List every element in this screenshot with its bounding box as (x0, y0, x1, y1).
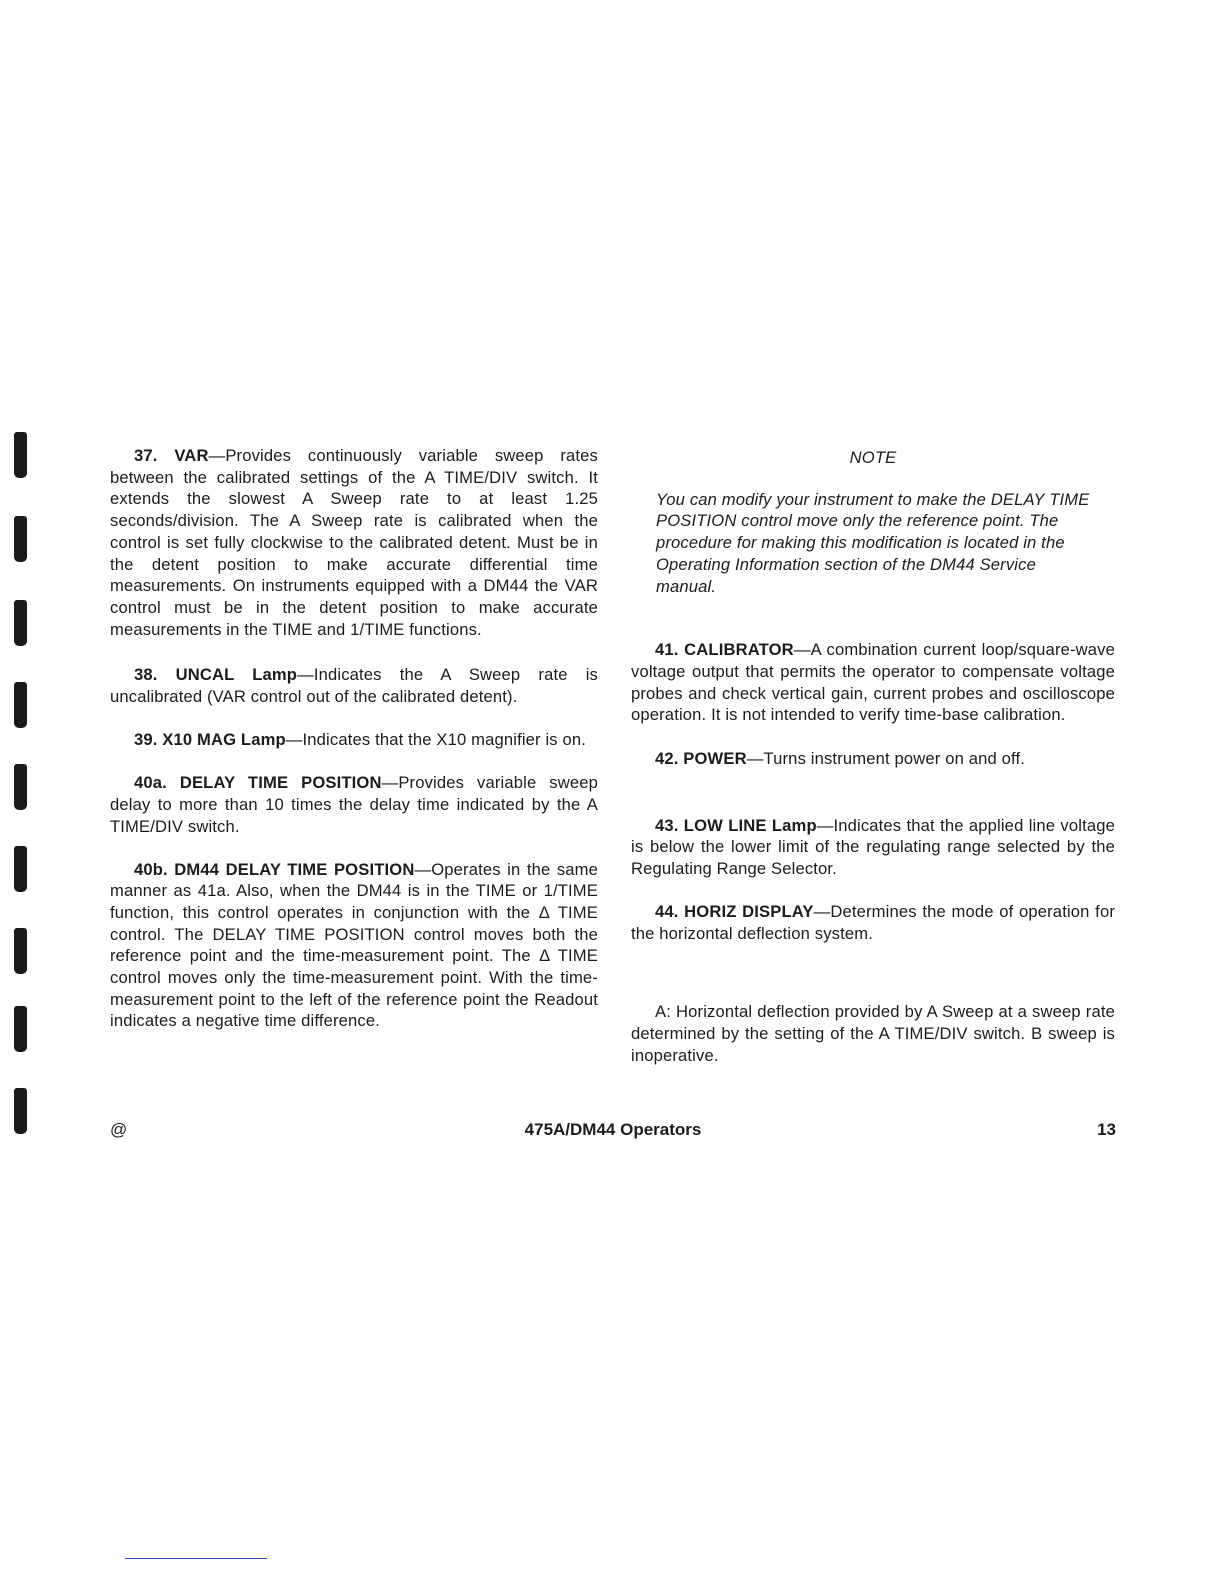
binder-mark (14, 516, 27, 562)
footer-title: 475A/DM44 Operators (524, 1120, 702, 1139)
item-label: 40a. DELAY TIME POSITION (134, 773, 382, 793)
item-label: 39. X10 MAG Lamp (134, 729, 286, 749)
item-39-x10-mag-lamp (110, 729, 598, 751)
footer-symbol: @ (110, 1120, 128, 1139)
item-label: 38. UNCAL Lamp (134, 665, 298, 685)
item-42-power (631, 748, 1115, 770)
item-text: —Turns instrument power on and off. (746, 749, 1025, 769)
item-label: 44. HORIZ DISPLAY (655, 901, 814, 921)
note-heading: NOTE (849, 448, 897, 467)
right-column (631, 445, 1115, 1066)
page-footer (110, 1120, 1116, 1144)
item-text: —Provides variable sweep delay to more than 10 times the delay time indicated by the A TIME/DIV switch. (110, 773, 598, 836)
binder-mark (14, 764, 27, 810)
item-text: —Operates in the same manner as 41a. Also, when the DM44 is in the TIME or 1/TIME function, this control operates in conjunction with the Δ TIME control. The DELAY TIME POSITION control moves both the reference point and the time-measurement point. The Δ TIME control moves only the time-measurement point. With the time-measurement point to the left of the reference point the Readout indicates a negative time difference. (110, 859, 599, 1031)
item-text: —Provides continuously variable sweep rates between the calibrated settings of the A TIME/DIV switch. It extends the slowest A Sweep rate to at least 1.25 seconds/division. The A Sweep rate is calibrated when the control is set fully clockwise to the calibrated detent. Must be in the detent position to make accurate differential time measurements. On instruments equipped with a DM44 the VAR control must be in the detent position to make accurate measurements in the TIME and 1/TIME functions. (110, 446, 598, 639)
item-41-calibrator (631, 639, 1115, 726)
note-body: You can modify your instrument to make the DELAY TIME POSITION control move only the reference point. The procedure for making this modification is located in the Operating Information section of the DM44 Service manual. (656, 489, 1090, 596)
item-37-var (110, 445, 598, 640)
binder-mark (14, 682, 27, 728)
item-text: A: Horizontal deflection provided by A Sweep at a sweep rate determined by the setting of the A TIME/DIV switch. B sweep is inoperative. (631, 1002, 1115, 1065)
item-text: —Determines the mode of operation for the horizontal deflection system. (631, 901, 1115, 943)
item-label: 37. VAR (134, 446, 209, 465)
item-text: —Indicates that the X10 magnifier is on. (285, 729, 587, 749)
binder-mark (14, 1088, 27, 1134)
item-43-low-line-lamp (631, 815, 1115, 880)
item-text: —Indicates that the applied line voltage is below the lower limit of the regulating range selected by the Regulating Range Selector. (631, 815, 1115, 879)
binder-mark (14, 432, 27, 478)
item-a-sweep-description (631, 1001, 1115, 1066)
item-label: 42. POWER (655, 749, 747, 769)
item-label: 43. LOW LINE Lamp (655, 815, 817, 835)
binder-mark (14, 928, 27, 974)
item-40a-delay-time-position (110, 772, 598, 837)
item-label: 41. CALIBRATOR (655, 640, 794, 660)
item-label: 40b. DM44 DELAY TIME POSITION (134, 859, 415, 879)
binder-mark (14, 1006, 27, 1052)
item-40b-dm44-delay-time-position (110, 859, 598, 1033)
item-44-horiz-display (631, 901, 1115, 944)
binder-mark (14, 846, 27, 892)
item-38-uncal-lamp (110, 664, 598, 707)
left-column (110, 445, 598, 1032)
item-text: —Indicates the A Sweep rate is uncalibrated (VAR control out of the calibrated detent). (110, 665, 598, 707)
bottom-rule (125, 1558, 267, 1559)
page-number: 13 (1097, 1120, 1116, 1139)
item-text: —A combination current loop/square-wave voltage output that permits the operator to compensate voltage probes and check vertical gain, current probes and oscilloscope operation. It is not intended to verify time-base calibration. (631, 640, 1116, 725)
binder-mark (14, 600, 27, 646)
